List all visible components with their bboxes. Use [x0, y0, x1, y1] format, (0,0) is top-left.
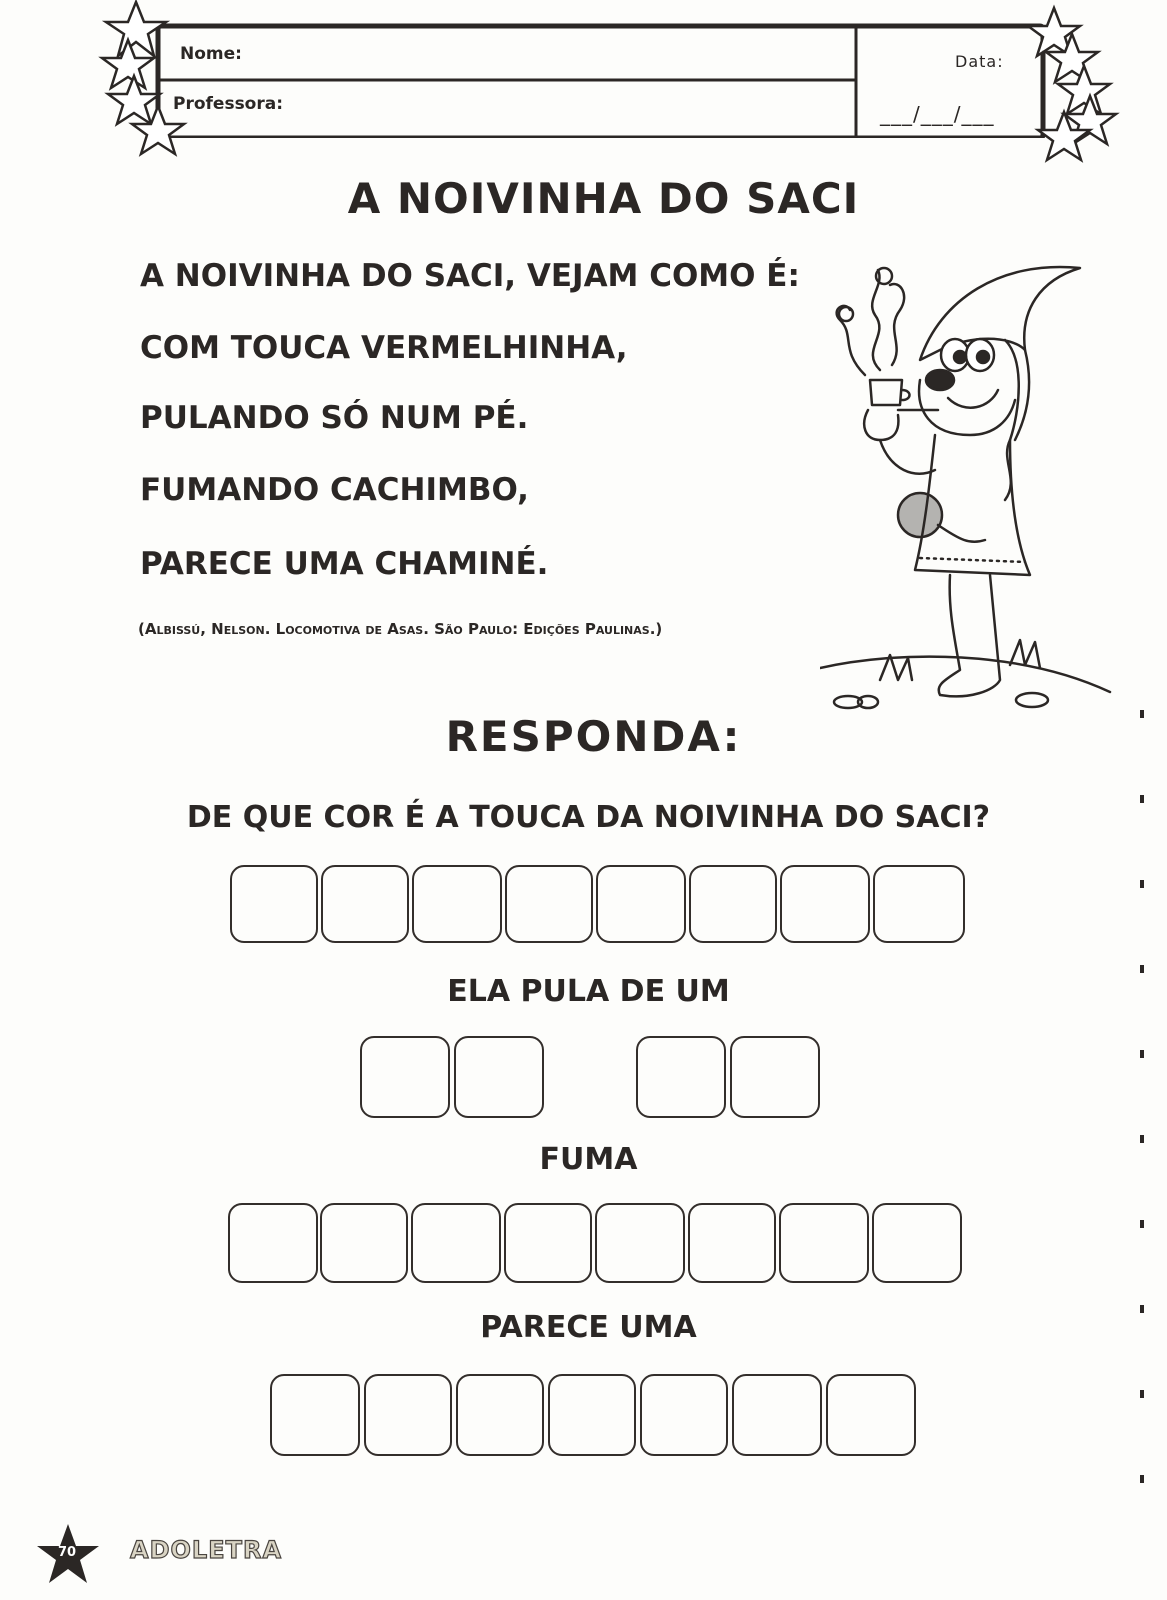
poem-line: A NOIVINHA DO SACI, VEJAM COMO É:: [140, 258, 800, 294]
answer-box[interactable]: [364, 1374, 452, 1456]
answer-box[interactable]: [548, 1374, 636, 1456]
saci-bride-illustration: [820, 240, 1120, 730]
page-title: A NOIVINHA DO SACI: [347, 174, 860, 223]
answer-box[interactable]: [873, 865, 965, 943]
answer-box[interactable]: [596, 865, 686, 943]
citation: (Albissú, Nelson. Locomotiva de Asas. São Paulo: Edições Paulinas.): [138, 620, 663, 638]
right-stars-decoration: [1020, 4, 1120, 164]
answer-box[interactable]: [732, 1374, 822, 1456]
poem-line: COM TOUCA VERMELHINHA,: [140, 330, 628, 366]
poem-line: PULANDO SÓ NUM PÉ.: [140, 400, 529, 436]
answer-box[interactable]: [228, 1203, 318, 1283]
answer-box[interactable]: [411, 1203, 501, 1283]
answer-box[interactable]: [779, 1203, 869, 1283]
binding-edge-marks: [1138, 700, 1158, 1520]
answer-box[interactable]: [230, 865, 318, 943]
answer-box[interactable]: [636, 1036, 726, 1118]
question-2: ELA PULA DE UM: [447, 974, 730, 1009]
nome-label: Nome:: [180, 44, 242, 64]
answer-box[interactable]: [826, 1374, 916, 1456]
answer-box[interactable]: [456, 1374, 544, 1456]
star-icon: [106, 2, 166, 56]
page-number: 70: [57, 1545, 77, 1560]
date-blanks[interactable]: ___/___/___: [880, 102, 995, 126]
left-stars-decoration: [98, 0, 198, 160]
brand-logo: ADOLETRA: [130, 1536, 283, 1564]
answer-box[interactable]: [640, 1374, 728, 1456]
answer-box[interactable]: [321, 865, 409, 943]
answer-box[interactable]: [504, 1203, 592, 1283]
data-label: Data:: [955, 52, 1004, 71]
respond-title: RESPONDA:: [445, 712, 742, 761]
answer-box[interactable]: [872, 1203, 962, 1283]
answer-box[interactable]: [270, 1374, 360, 1456]
answer-box[interactable]: [730, 1036, 820, 1118]
question-4: PARECE UMA: [480, 1310, 697, 1345]
answer-box[interactable]: [320, 1203, 408, 1283]
answer-box[interactable]: [780, 865, 870, 943]
answer-box[interactable]: [688, 1203, 776, 1283]
question-3: FUMA: [539, 1142, 638, 1177]
answer-box[interactable]: [412, 865, 502, 943]
poem-line: PARECE UMA CHAMINÉ.: [140, 546, 549, 582]
answer-box[interactable]: [689, 865, 777, 943]
answer-box[interactable]: [505, 865, 593, 943]
answer-box[interactable]: [360, 1036, 450, 1118]
professora-label: Professora:: [173, 94, 284, 114]
question-1: DE QUE COR É A TOUCA DA NOIVINHA DO SACI?: [186, 800, 991, 835]
poem-line: FUMANDO CACHIMBO,: [140, 472, 529, 508]
answer-box[interactable]: [595, 1203, 685, 1283]
answer-box[interactable]: [454, 1036, 544, 1118]
